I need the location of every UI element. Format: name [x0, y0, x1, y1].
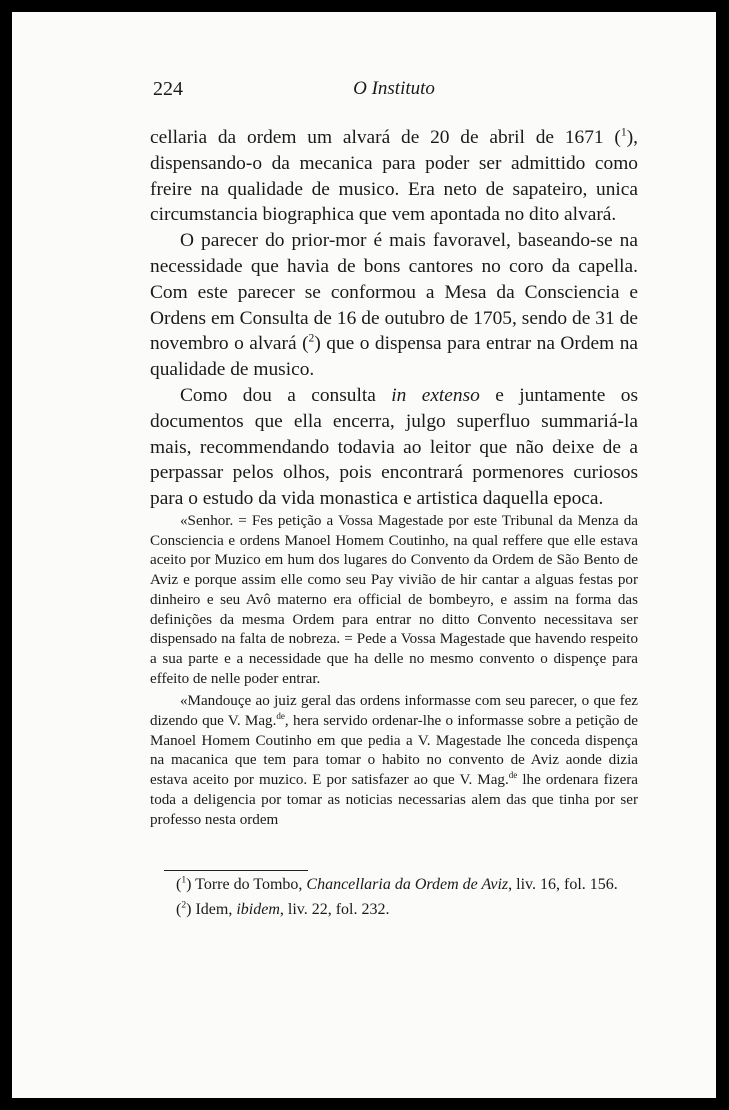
running-title: O Instituto	[353, 78, 435, 99]
footnote: ($^2$) Idem, ibidem, liv. 22, fol. 232.	[176, 899, 390, 918]
paragraph: Como dou a consulta in extenso e juntamente os documentos que ella encerra, julgo superfluo summariá-la mais, recommendando todavia ao leitor que não deixe de a perpassar pelos olhos, pois encontrará pormenores curiosos para o estudo da vida monastica e artistica daquella epoca.	[150, 384, 638, 510]
footnote: ($^1$) Torre do Tombo, Chancellaria da Ordem de Aviz, liv. 16, fol. 156.	[176, 874, 618, 893]
footnote-ref: 1	[620, 125, 627, 139]
footnotes	[150, 874, 638, 920]
quote-paragraph: «Mandouçe ao juiz geral das ordens informasse com seu parecer, o que fez dizendo que V. Mag.$^{de}$, hera servido ordenar-lhe o informasse sobre a petição de Manoel Homem Coutinho em que pedia a V. Magestade lhe conceda dispença na macanica que tem para tomar o habito no convento de Aviz aonde dizia estava aceito por muzico. E por satisfazer ao que V. Mag.$^{de}$ lhe ordenara fizera toda a deligencia por tomar as noticias necessarias alem das que tinha por ser professo nesta ordem	[150, 693, 638, 828]
page-number: 224	[153, 78, 183, 100]
page-header	[150, 78, 638, 102]
quoted-document	[150, 512, 638, 830]
body-text	[150, 125, 638, 512]
quote-paragraph: «Senhor. = Fes petição a Vossa Magestade por este Tribunal da Menza da Consciencia e ordens Manoel Homem Coutinho, na qual reffere que elle estava aceito por Muzico em hum dos lugares do Convento da Ordem de São Bento de Aviz e porque assim elle como seu Pay vivião de hir cantar a alguas festas por dinheiro e seu Avô materno era official de bombeyro, e assim na forma das definições da mesma Ordem para entrar no ditto Convento necessitava ser dispensado na falta de nobreza. = Pede a Vossa Magestade que havendo respeito a sua parte e a necessidade que ha delle no mesmo convento o dispençe para effeito de nelle poder entrar.	[150, 513, 638, 687]
book-page	[12, 12, 716, 1098]
paragraph: O parecer do prior-mor é mais favoravel, baseando-se na necessidade que havia de bons cantores no coro da capella. Com este parecer se conformou a Mesa da Consciencia e Ordens em Consulta de 16 de outubro de 1705, sendo de 31 de novembro o alvará ($^2$) que o dispensa para entrar na Ordem na qualidade de musico.	[150, 230, 638, 381]
footnote-divider	[164, 870, 308, 871]
footnote-ref: 2	[308, 331, 315, 345]
paragraph: cellaria da ordem um alvará de 20 de abril de 1671 ($^1$), dispensando-o da mecanica para poder ser admittido como freire na qualidade de musico. Era neto de sapateiro, unica circumstancia biographica que vem apontada no dito alvará.	[150, 125, 638, 226]
